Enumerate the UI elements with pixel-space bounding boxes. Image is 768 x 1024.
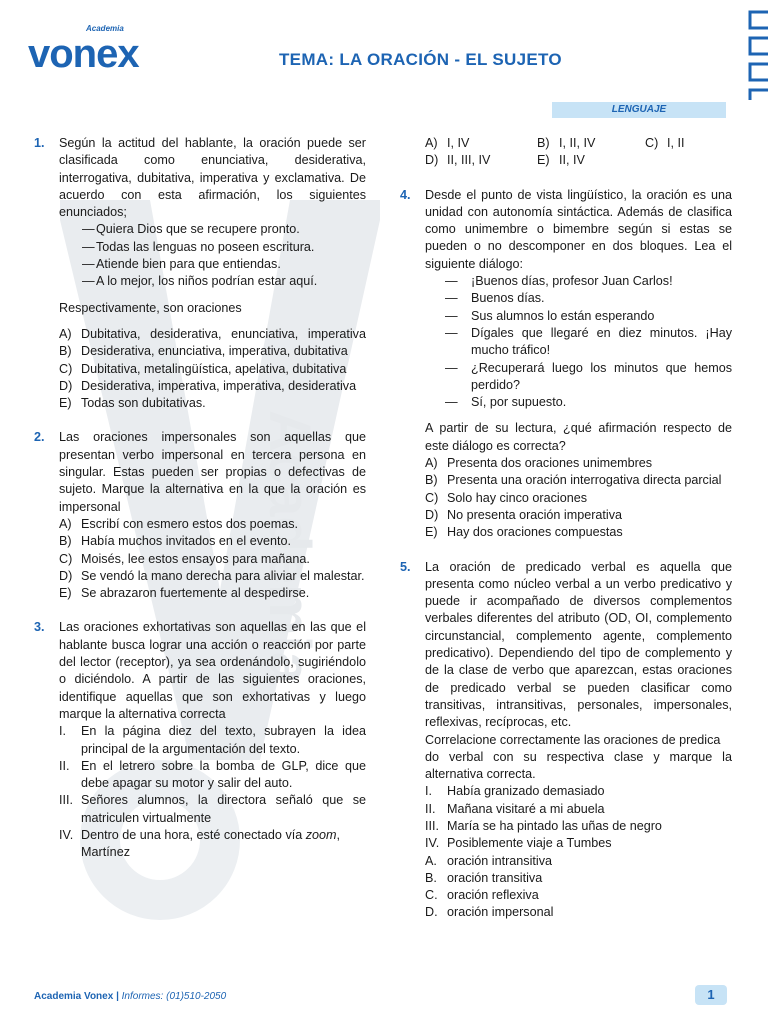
- list-item: — ¡Buenos días, profesor Juan Carlos!: [445, 274, 673, 289]
- corner-decoration: [728, 0, 768, 110]
- question-text-continued: Correlacione correctamente las oraciones de predica: [425, 732, 721, 747]
- answer-option[interactable]: D) No presenta oración imperativa: [425, 507, 623, 522]
- question-number: 3.: [34, 620, 45, 635]
- list-item: I. En la página diez del texto, subrayen la idea principal de la argumentación del texto.: [59, 724, 366, 756]
- question-text: Las oraciones impersonales son aquellas que presentan verbo impersonal en tercera persona en singular. Estas pueden ser propias o defectivas de sujeto. Marque la alternativa en la que la oración es impersonal: [59, 430, 366, 514]
- footer-brand: Academia Vonex: [34, 991, 114, 1002]
- answer-option[interactable]: C) Dubitativa, metalingüística, apelativa, dubitativa: [59, 361, 347, 376]
- list-item: — Dígales que llegaré en diez minutos. ¡Hay mucho tráfico!: [445, 325, 732, 358]
- list-item: — Quiera Dios que se recupere pronto.: [82, 222, 300, 237]
- list-item: IV. Dentro de una hora, esté conectado vía zoom, Martínez: [59, 827, 341, 860]
- list-item: III. Señores alumnos, la directora señaló que se matriculen virtualmente: [59, 793, 366, 825]
- logo-wordmark: vonex: [28, 32, 139, 76]
- answer-option[interactable]: A) I, IV: [425, 136, 470, 150]
- list-item: C. oración reflexiva: [425, 888, 539, 903]
- watermark-text: Academia: [257, 410, 322, 685]
- list-item: III. María se ha pintado las uñas de negro: [425, 818, 662, 833]
- list-item: — Atiende bien para que entiendas.: [82, 257, 281, 272]
- answer-option[interactable]: B) Había muchos invitados en el evento.: [59, 534, 292, 549]
- list-item: — ¿Recuperará luego los minutos que hemos perdido?: [445, 360, 732, 392]
- left-column: [34, 135, 366, 862]
- list-item: — Buenos días.: [445, 291, 545, 306]
- answer-option[interactable]: E) II, IV: [537, 153, 585, 168]
- question-text: Las oraciones exhortativas son aquellas en las que el hablante busca lograr una acción o reacción por parte del lector (receptor), ya sea ordenándolo, sugiriéndolo o diciéndolo. A partir de las siguientes oraciones, identifique aquellas que son exhortativas y luego marque la alternativa correcta: [59, 620, 366, 721]
- list-item: II. En el letrero sobre la bomba de GLP, dice que debe apagar su motor y salir del auto.: [59, 758, 366, 791]
- question-number: 1.: [34, 136, 45, 150]
- list-item: — Sus alumnos lo están esperando: [445, 308, 655, 323]
- list-item: — A lo mejor, los niños podrían estar aquí.: [82, 274, 318, 289]
- vonex-logo: [28, 22, 148, 92]
- answer-option[interactable]: D) Desiderativa, imperativa, imperativa, desiderativa: [59, 378, 357, 393]
- question-number: 4.: [400, 187, 411, 202]
- question-4: [400, 187, 732, 412]
- question-text: La oración de predicado verbal es aquella que presenta como núcleo verbal a un verbo predicativo y puede ir acompañado de diversos complementos verbales diferentes del atributo (OD, OI, complemento circunstancial, complemento agente, complemento predicativo). Dependiendo del tipo de complemento y de la clase de verbo que aparezcan, estas oraciones de predicado verbal se pueden clasificar como transitivas, intransitivas, personales, impersonales, reflexivas, recíprocas, etc.: [425, 559, 732, 730]
- answer-option[interactable]: B) Presenta una oración interrogativa directa parcial: [425, 473, 722, 488]
- question-5: [400, 559, 732, 922]
- right-column: [400, 135, 732, 922]
- answer-option[interactable]: A) Dubitativa, desiderativa, enunciativa, imperativa: [59, 326, 366, 341]
- list-item: — Sí, por supuesto.: [445, 395, 567, 410]
- footer-separator: |: [113, 991, 122, 1002]
- page-number: 1: [695, 985, 727, 1005]
- question-text-continued: do verbal con su respectiva clase y marque la alternativa correcta.: [425, 749, 732, 782]
- question-number: 5.: [400, 559, 411, 574]
- footer-info: [34, 991, 226, 1002]
- list-item: D. oración impersonal: [425, 905, 554, 920]
- answer-option[interactable]: D) II, III, IV: [425, 153, 491, 168]
- question-text: Según la actitud del hablante, la oración puede ser clasificada como enunciativa, desiderativa, interrogativa, dubitativa, imperativa y exclamativa. De acuerdo con esta afirmación, los siguientes enunciados;: [59, 136, 366, 220]
- answer-option[interactable]: B) Desiderativa, enunciativa, imperativa, dubitativa: [59, 344, 348, 359]
- list-item: — Todas las lenguas no poseen escritura.: [82, 239, 315, 254]
- page-title: TEMA: LA ORACIÓN - EL SUJETO: [279, 50, 562, 69]
- answer-option[interactable]: C) Solo hay cinco oraciones: [425, 490, 588, 505]
- list-item: A. oración intransitiva: [425, 853, 552, 868]
- list-item: I. Había granizado demasiado: [425, 784, 605, 799]
- footer-contact: Informes: (01)510-2050: [121, 991, 227, 1002]
- answer-option[interactable]: E) Todas son dubitativas.: [59, 396, 206, 411]
- answer-option[interactable]: A) Escribí con esmero estos dos poemas.: [59, 516, 298, 531]
- question-1: [34, 135, 366, 221]
- answer-option[interactable]: B) I, II, IV: [537, 136, 596, 150]
- list-item: II. Mañana visitaré a mi abuela: [425, 801, 605, 816]
- subject-label: LENGUAJE: [552, 102, 726, 118]
- question-3: [34, 619, 366, 861]
- question-number: 2.: [34, 430, 45, 445]
- question-3-options: [400, 135, 732, 170]
- logo-subtitle: Academia: [86, 24, 124, 33]
- question-text: Desde el punto de vista lingüístico, la oración es una unidad con autonomía sintáctica. Además de clasifica como unimembre o bimembre según si estas se pueden o no descomponer en dos bloques. Lea el siguiente diálogo:: [425, 187, 732, 271]
- question-2: [34, 429, 366, 602]
- answer-option[interactable]: C) Moisés, lee estos ensayos para mañana.: [59, 551, 310, 566]
- answer-option[interactable]: E) Hay dos oraciones compuestas: [425, 525, 623, 540]
- question-prompt: Respectivamente, son oraciones: [59, 300, 242, 315]
- answer-option[interactable]: C) I, II: [645, 136, 685, 150]
- answer-option[interactable]: A) Presenta dos oraciones unimembres: [425, 456, 653, 471]
- list-item: B. oración transitiva: [425, 870, 543, 885]
- list-item: IV. Posiblemente viaje a Tumbes: [425, 836, 612, 851]
- answer-option[interactable]: E) Se abrazaron fuertemente al despedirse.: [59, 586, 310, 601]
- question-prompt: A partir de su lectura, ¿qué afirmación respecto de este diálogo es correcta?: [425, 421, 732, 453]
- answer-option[interactable]: D) Se vendó la mano derecha para aliviar el malestar.: [59, 568, 365, 583]
